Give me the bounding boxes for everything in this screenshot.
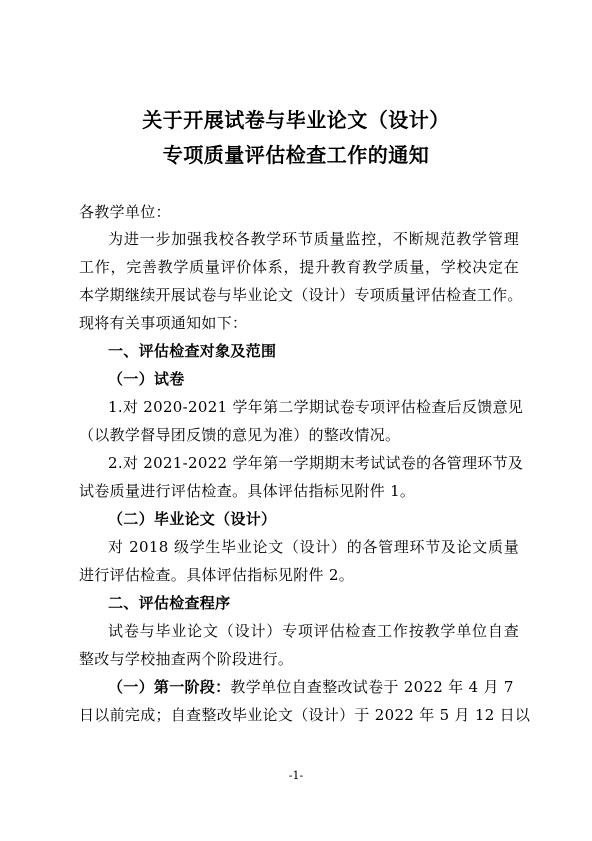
section-1-heading: 一、评估检查对象及范围 — [108, 342, 277, 360]
item-2-line-2: 试卷质量进行评估检查。具体评估指标见附件 1。 — [79, 482, 416, 500]
page-number: -1- — [288, 769, 304, 782]
section-2-line-2: 整改与学校抽查两个阶段进行。 — [79, 650, 294, 668]
title-line-2: 专项质量评估检查工作的通知 — [162, 143, 430, 167]
section-2-heading: 二、评估检查程序 — [108, 594, 231, 612]
item-1-line-1: 1.对 2020-2021 学年第二学期试卷专项评估检查后反馈意见 — [108, 398, 524, 416]
intro-line-1: 为进一步加强我校各教学环节质量监控，不断规范教学管理 — [108, 230, 519, 248]
item-1-line-2: （以教学督导团反馈的意见为准）的整改情况。 — [79, 426, 401, 444]
intro-line-3: 本学期继续开展试卷与毕业论文（设计）专项质量评估检查工作。 — [79, 286, 523, 304]
subsection-1-heading: （一）试卷 — [108, 370, 185, 388]
sub2-line-2: 进行评估检查。具体评估指标见附件 2。 — [79, 566, 355, 584]
stage-1-label: （一）第一阶段： — [108, 678, 231, 696]
subsection-2-heading: （二）毕业论文（设计） — [108, 510, 277, 528]
salutation: 各教学单位： — [79, 203, 171, 221]
stage-1-line-1 — [108, 676, 519, 698]
title-line-1: 关于开展试卷与毕业论文（设计） — [142, 108, 450, 132]
stage-1-text: 教学单位自查整改试卷于 2022 年 4 月 7 — [230, 678, 514, 696]
section-2-line-1: 试卷与毕业论文（设计）专项评估检查工作按教学单位自查 — [108, 622, 519, 640]
item-2-line-1: 2.对 2021-2022 学年第一学期期末考试试卷的各管理环节及 — [108, 454, 524, 472]
sub2-line-1: 对 2018 级学生毕业论文（设计）的各管理环节及论文质量 — [108, 538, 519, 556]
stage-1-line-2: 日以前完成；自查整改毕业论文（设计）于 2022 年 5 月 12 日以 — [79, 706, 531, 724]
intro-line-2: 工作，完善教学质量评价体系，提升教育教学质量，学校决定在 — [79, 258, 519, 276]
intro-line-4: 现将有关事项通知如下： — [79, 314, 248, 332]
